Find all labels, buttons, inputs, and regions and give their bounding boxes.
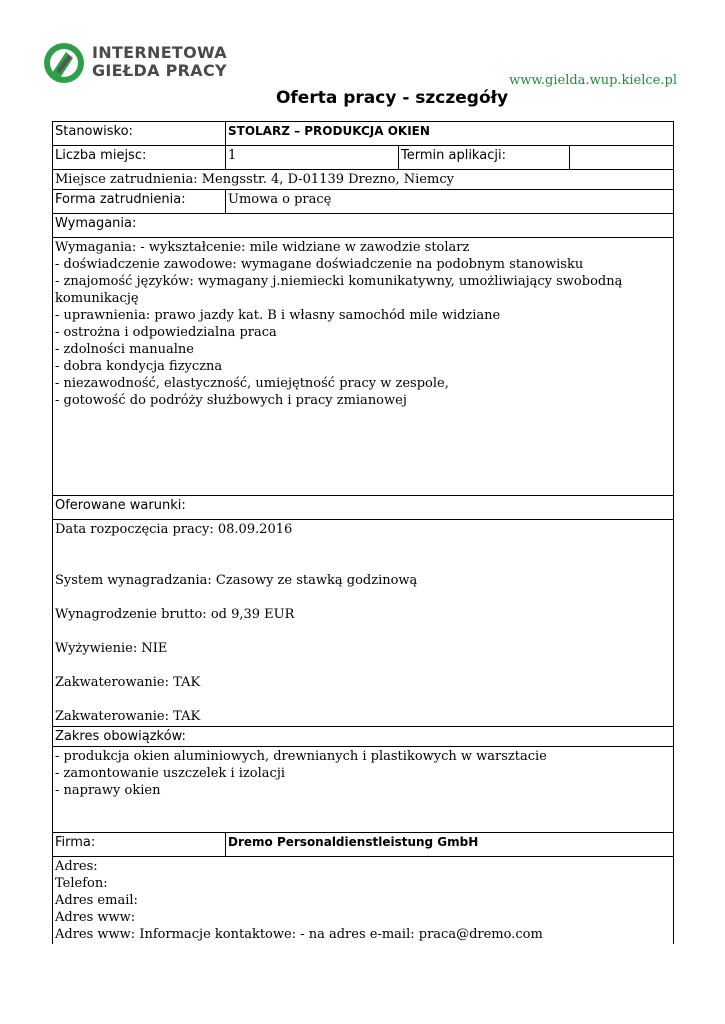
contact-list [53,857,674,945]
duties-list [53,747,674,833]
requirement-item: komunikację [55,291,139,306]
conditions-header-row [53,496,674,520]
duty-item: - naprawy okien [55,783,161,798]
location-row [53,170,674,190]
page-title: Oferta pracy - szczegóły [275,88,509,108]
condition-item: Wyżywienie: NIE [55,641,168,656]
contact-item: Adres www: [55,910,136,925]
condition-item: Data rozpoczęcia pracy: 08.09.2016 [55,522,293,537]
position-label: Stanowisko: [53,122,226,146]
conditions-label: Oferowane warunki: [53,496,674,520]
slots-label: Liczba miejsc: [53,146,226,170]
condition-item: Zakwaterowanie: TAK [55,709,201,724]
slots-row [53,146,674,170]
condition-item: Wynagrodzenie brutto: od 9,39 EUR [55,607,295,622]
duties-row [53,747,674,833]
slots-value: 1 [226,146,399,170]
conditions-list [53,520,674,727]
offer-table [52,121,674,944]
contact-row [53,857,674,945]
requirements-list [53,238,674,496]
contact-item: Adres www: Informacje kontaktowe: - na adres e-mail: praca@dremo.com [55,927,543,942]
position-row [53,122,674,146]
employment-value: Umowa o pracę [226,190,674,214]
company-row [53,833,674,857]
duty-item: - produkcja okien aluminiowych, drewnianych i plastikowych w warsztacie [55,749,547,764]
conditions-row [53,520,674,727]
requirement-item: - niezawodność, elastyczność, umiejętność pracy w zespole, [55,376,449,391]
requirement-item: - dobra kondycja fizyczna [55,359,223,374]
deadline-value [570,146,674,170]
requirement-item: - gotowość do podróży służbowych i pracy zmianowej [55,393,407,408]
duty-item: - zamontowanie uszczelek i izolacji [55,766,286,781]
contact-item: Adres: [55,859,98,874]
requirements-header-row [53,214,674,238]
location: Miejsce zatrudnienia: Mengsstr. 4, D-01139 Drezno, Niemcy [53,170,674,190]
employment-row [53,190,674,214]
requirements-row [53,238,674,496]
requirement-item: - zdolności manualne [55,342,194,357]
position-value: STOLARZ – PRODUKCJA OKIEN [226,122,674,146]
requirement-item: - uprawnienia: prawo jazdy kat. B i własny samochód mile widziane [55,308,501,323]
condition-item: Zakwaterowanie: TAK [55,675,201,690]
requirement-item: - znajomość języków: wymagany j.niemiecki komunikatywny, umożliwiający swobodną [55,274,623,289]
requirement-item: Wymagania: - wykształcenie: mile widziane w zawodzie stolarz [55,240,470,255]
requirements-label: Wymagania: [53,214,674,238]
condition-item: System wynagradzania: Czasowy ze stawką godzinową [55,573,418,588]
company-label: Firma: [53,833,226,857]
requirement-item: - ostrożna i odpowiedzialna praca [55,325,277,340]
deadline-label: Termin aplikacji: [399,146,570,170]
employment-label: Forma zatrudnienia: [53,190,226,214]
logo-text: INTERNETOWA GIEŁDA PRACY [92,43,227,80]
duties-label: Zakres obowiązków: [53,727,674,747]
duties-header-row [53,727,674,747]
requirement-item: - doświadczenie zawodowe: wymagane doświadczenie na podobnym stanowisku [55,257,584,272]
site-url[interactable]: www.gielda.wup.kielce.pl [509,73,677,88]
contact-item: Telefon: [55,876,108,891]
contact-item: Adres email: [55,893,138,908]
company-value: Dremo Personaldienstleistung GmbH [226,833,674,857]
